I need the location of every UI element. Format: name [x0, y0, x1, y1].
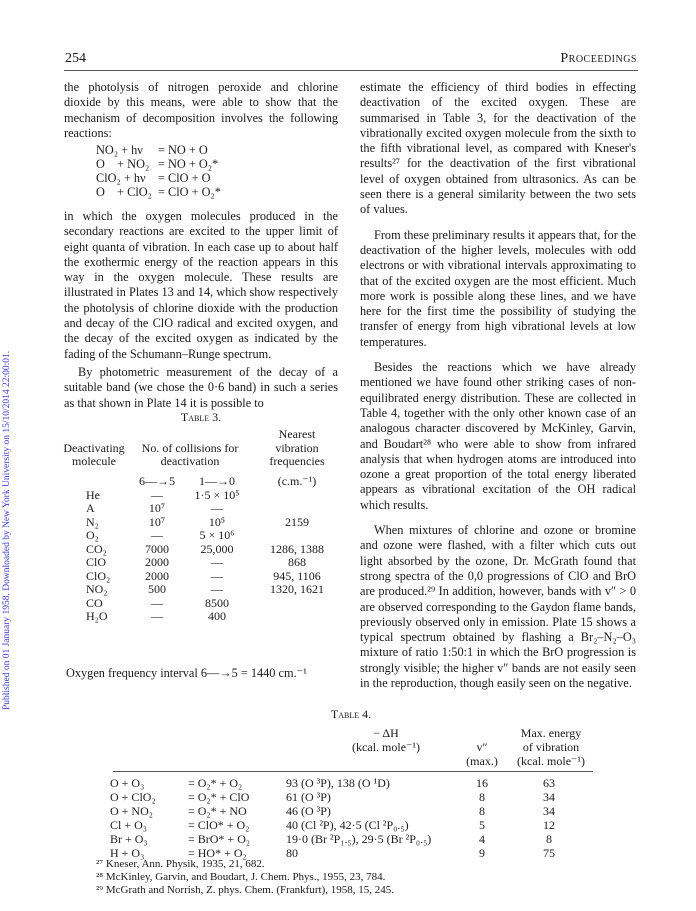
cell: 945, 1106: [273, 568, 321, 583]
cell: 34: [543, 804, 555, 818]
eq-lhs: NO₂ + hν: [96, 143, 143, 157]
cell: H₂O: [86, 609, 108, 623]
cell: 46 (O ³P): [286, 804, 331, 818]
cell: 75: [543, 846, 555, 860]
table3-header-col2b: deactivation: [160, 454, 220, 468]
cell: Br + O₃: [110, 832, 148, 846]
table4-header-dh-unit: (kcal. mole⁻¹): [352, 740, 420, 754]
table-row: [110, 818, 594, 832]
table3-header-col3b: frequencies: [269, 454, 325, 468]
cell: O + O₃: [110, 776, 145, 790]
running-head: Proceedings: [560, 51, 637, 66]
left-column-lower: [64, 209, 338, 411]
equation-row: [96, 171, 227, 185]
cell: —: [151, 528, 163, 542]
cell: [250, 489, 344, 503]
table-row: [110, 790, 594, 804]
table4-header: [110, 726, 594, 768]
side-note-text: Published on 01 January 1958. Downloaded by New York University on 15/10/2014 22:00:01.: [2, 350, 12, 710]
table4-header-vmax: (max.): [466, 754, 498, 768]
cell: Cl + O₃: [110, 818, 147, 832]
footnote-29: ²⁹ McGrath and Norrish, Z. phys. Chem. (Frankfurt), 1958, 15, 245.: [96, 884, 394, 896]
cell: 2000: [145, 568, 169, 583]
cell: 5 × 10⁶: [199, 528, 235, 542]
cell: 19·0 (Br ²P₁.₅), 29·5 (Br ²P₀.₅): [286, 832, 432, 846]
table-row: [58, 583, 344, 597]
cell: 8: [479, 790, 485, 804]
eq-lhs: O + NO₂: [96, 157, 150, 171]
cell: = O₂* + NO: [188, 804, 247, 818]
table4-header-v: v″: [476, 740, 488, 754]
right-column: [360, 80, 636, 691]
table4-header-energy: Max. energy: [520, 726, 582, 740]
cell: —: [211, 555, 223, 569]
eq-rhs: = NO + O₂*: [157, 157, 219, 171]
cell: CO₂: [86, 541, 107, 556]
table3-title: Table 3.: [180, 410, 222, 424]
equation-row: [96, 143, 227, 157]
cell: O + NO₂: [110, 804, 153, 818]
table-row: [58, 543, 344, 557]
table4-rule: [113, 771, 593, 772]
cell: 25,000: [200, 541, 234, 556]
cell: 8: [479, 804, 485, 818]
table3-header-col2: No. of collisions for: [141, 440, 239, 455]
cell: [250, 610, 344, 624]
cell: 63: [543, 776, 555, 790]
table-row: [58, 502, 344, 516]
cell: = HO* + O₂: [188, 846, 247, 860]
table3-header-col1: Deactivating: [63, 440, 125, 455]
cell: [250, 502, 344, 516]
table4-header-energy-unit: (kcal. mole⁻¹): [517, 754, 585, 768]
cell: He: [86, 487, 100, 502]
cell: [250, 529, 344, 543]
cell: 16: [476, 776, 488, 790]
cell: 10⁷: [148, 514, 166, 529]
cell: CO: [86, 595, 103, 610]
cell: = O₂* + ClO: [188, 790, 250, 804]
cell: 5: [479, 818, 485, 832]
eq-rhs: = NO + O: [157, 143, 208, 157]
table3-header-col3: vibration: [275, 440, 319, 455]
cell: 8: [546, 832, 552, 846]
table-row: [58, 489, 344, 503]
cell: —: [211, 582, 223, 596]
header-rule: [64, 70, 638, 71]
table3-footer: Oxygen frequency interval 6—→5 = 1440 cm.⁻¹: [66, 666, 307, 680]
left-column: [64, 80, 338, 141]
cell: ClO₂: [86, 568, 111, 583]
cell: 4: [479, 832, 485, 846]
right-paragraph-4: When mixtures of chlorine and ozone or bromine and ozone were flashed, with a filter which cuts out light absorbed by the ozone, Dr. McGrath found that strong spectra of the 0,0 progressions of ClO and BrO are produced.²⁹ In addition, however, bands with v″ > 0 are observed corresponding to the Gaydon flame bands, previously observed only in emission. Plate 15 shows a typical spectrum obtained by flashing a Br₂–N₂–O₃ mixture of ratio 1:50:1 in which the BrO progression is strongly visible; the higher v″ bands are not easily seen in the reproduction, though easily seen on the negative.: [360, 523, 636, 690]
footnotes: [96, 858, 636, 897]
table-row: [58, 597, 344, 611]
cell: 93 (O ³P), 138 (O ¹D): [286, 776, 390, 790]
download-side-note: [2, 150, 16, 710]
cell: ClO: [86, 555, 107, 569]
cell: N₂: [86, 514, 99, 529]
cell: NO₂: [86, 582, 108, 596]
cell: O + ClO₂: [110, 790, 156, 804]
cell: —: [151, 595, 163, 610]
table-row: [58, 556, 344, 570]
table3-sub-b: 1—→0: [199, 474, 235, 488]
cell: 1286, 1388: [270, 541, 324, 556]
cell: H + O₃: [110, 846, 145, 860]
table4-title: Table 4.: [330, 707, 372, 721]
table-row: [58, 610, 344, 624]
table-row: [110, 832, 594, 846]
cell: = BrO* + O₂: [188, 832, 251, 846]
cell: O₂: [86, 528, 99, 542]
cell: 400: [208, 609, 226, 623]
eq-rhs: = ClO + O₂*: [157, 185, 221, 199]
table4-header-energy-2: of vibration: [522, 740, 580, 754]
cell: 2159: [285, 514, 309, 529]
table3: [58, 428, 344, 624]
cell: 12: [543, 818, 555, 832]
equation-row: [96, 185, 227, 199]
cell: 61 (O ³P): [286, 790, 331, 804]
reaction-equations: [96, 143, 227, 199]
table3-header-col1b: molecule: [72, 454, 116, 468]
table-row: [110, 776, 594, 790]
cell: 80: [286, 846, 298, 860]
page-number: 254: [65, 51, 86, 66]
cell: 10⁷: [148, 501, 166, 515]
cell: = O₂* + O₂: [188, 776, 243, 790]
table-row: [58, 516, 344, 530]
cell: 9: [479, 846, 485, 860]
footnote-27: ²⁷ Kneser, Ann. Physik, 1935, 21, 682.: [96, 858, 265, 870]
eq-lhs: O + ClO₂: [96, 185, 152, 199]
cell: 500: [148, 582, 166, 596]
cell: 1·5 × 10⁵: [194, 487, 240, 502]
right-paragraph-1: estimate the efficiency of third bodies in effecting deactivation of the excited oxygen. These are summarised in Table 3, for the deactivation of the vibrationally excited oxygen molecule from the sixth to the fifth vibrational level, as compared with Kneser's results²⁷ for the deactivation of the first vibrational level of oxygen obtained from ultrasonics. As can be seen there is a general similarity between the two sets of values.: [360, 80, 636, 217]
table3-header-nearest: Nearest: [278, 427, 316, 441]
right-paragraph-2: From these preliminary results it appears that, for the deactivation of the higher levels, molecules with odd electrons or with vibrational intervals approximating to that of the excited oxygen are the most efficient. Much more work is possible along these lines, and we have here for the first time the possibility of studying the transfer of energy from high vibrational levels at low temperatures.: [360, 227, 636, 349]
cell: [250, 597, 344, 611]
cell: 868: [288, 555, 306, 569]
left-paragraph-1: the photolysis of nitrogen peroxide and chlorine dioxide by this means, were able to show that the mechanism of decomposition involves the following reactions:: [64, 80, 338, 140]
left-paragraph-2: in which the oxygen molecules produced in the secondary reactions are excited to the upper limit of eight quanta of vibration. In each case up to about half the exothermic energy of the reaction appears in this way in the oxygen molecule. These results are illustrated in Plates 13 and 14, which show respectively the photolysis of chlorine dioxide with the production and decay of the ClO radical and excited oxygen, and the decay of the excited oxygen as indicated by the fading of the Schumann–Runge spectrum.: [64, 209, 338, 361]
cell: —: [151, 487, 163, 502]
table3-sub-a: 6—→5: [139, 474, 175, 488]
table3-sub-c: (c.m.⁻¹): [277, 474, 317, 488]
cell: —: [211, 568, 223, 583]
table4-header-dh: − ΔH: [373, 726, 399, 740]
cell: —: [151, 609, 163, 623]
table-row: [58, 570, 344, 584]
cell: 10⁵: [208, 514, 226, 529]
equation-row: [96, 157, 227, 171]
footnote-28: ²⁸ McKinley, Garvin, and Boudart, J. Chem. Phys., 1955, 23, 784.: [96, 871, 386, 883]
cell: —: [211, 501, 223, 515]
cell: 34: [543, 790, 555, 804]
left-paragraph-3: By photometric measurement of the decay of a suitable band (we chose the 0·6 band) in such a series as that shown in Plate 14 it is possible to: [64, 364, 338, 410]
eq-lhs: ClO₂ + hν: [96, 171, 146, 185]
cell: A: [86, 501, 95, 515]
cell: 1320, 1621: [270, 582, 324, 596]
table4: [110, 776, 594, 860]
cell: 7000: [145, 541, 169, 556]
cell: 2000: [145, 555, 169, 569]
right-paragraph-3: Besides the reactions which we have already mentioned we have found other striking cases of non-equilibrated energy distribution. These are collected in Table 4, together with the only other known case of an analogous character discovered by McKinley, Garvin, and Boudart²⁸ who were able to show from infrared analysis that when hydrogen atoms are introduced into ozone a great proportion of the total energy liberated appears as vibrational excitation of the OH radical which results.: [360, 360, 636, 512]
cell: 40 (Cl ²P), 42·5 (Cl ²P₀.₅): [286, 818, 409, 832]
table-row: [110, 804, 594, 818]
table-row: [58, 529, 344, 543]
cell: = ClO* + O₂: [188, 818, 250, 832]
cell: 8500: [205, 595, 229, 610]
eq-rhs: = ClO + O: [157, 171, 211, 185]
